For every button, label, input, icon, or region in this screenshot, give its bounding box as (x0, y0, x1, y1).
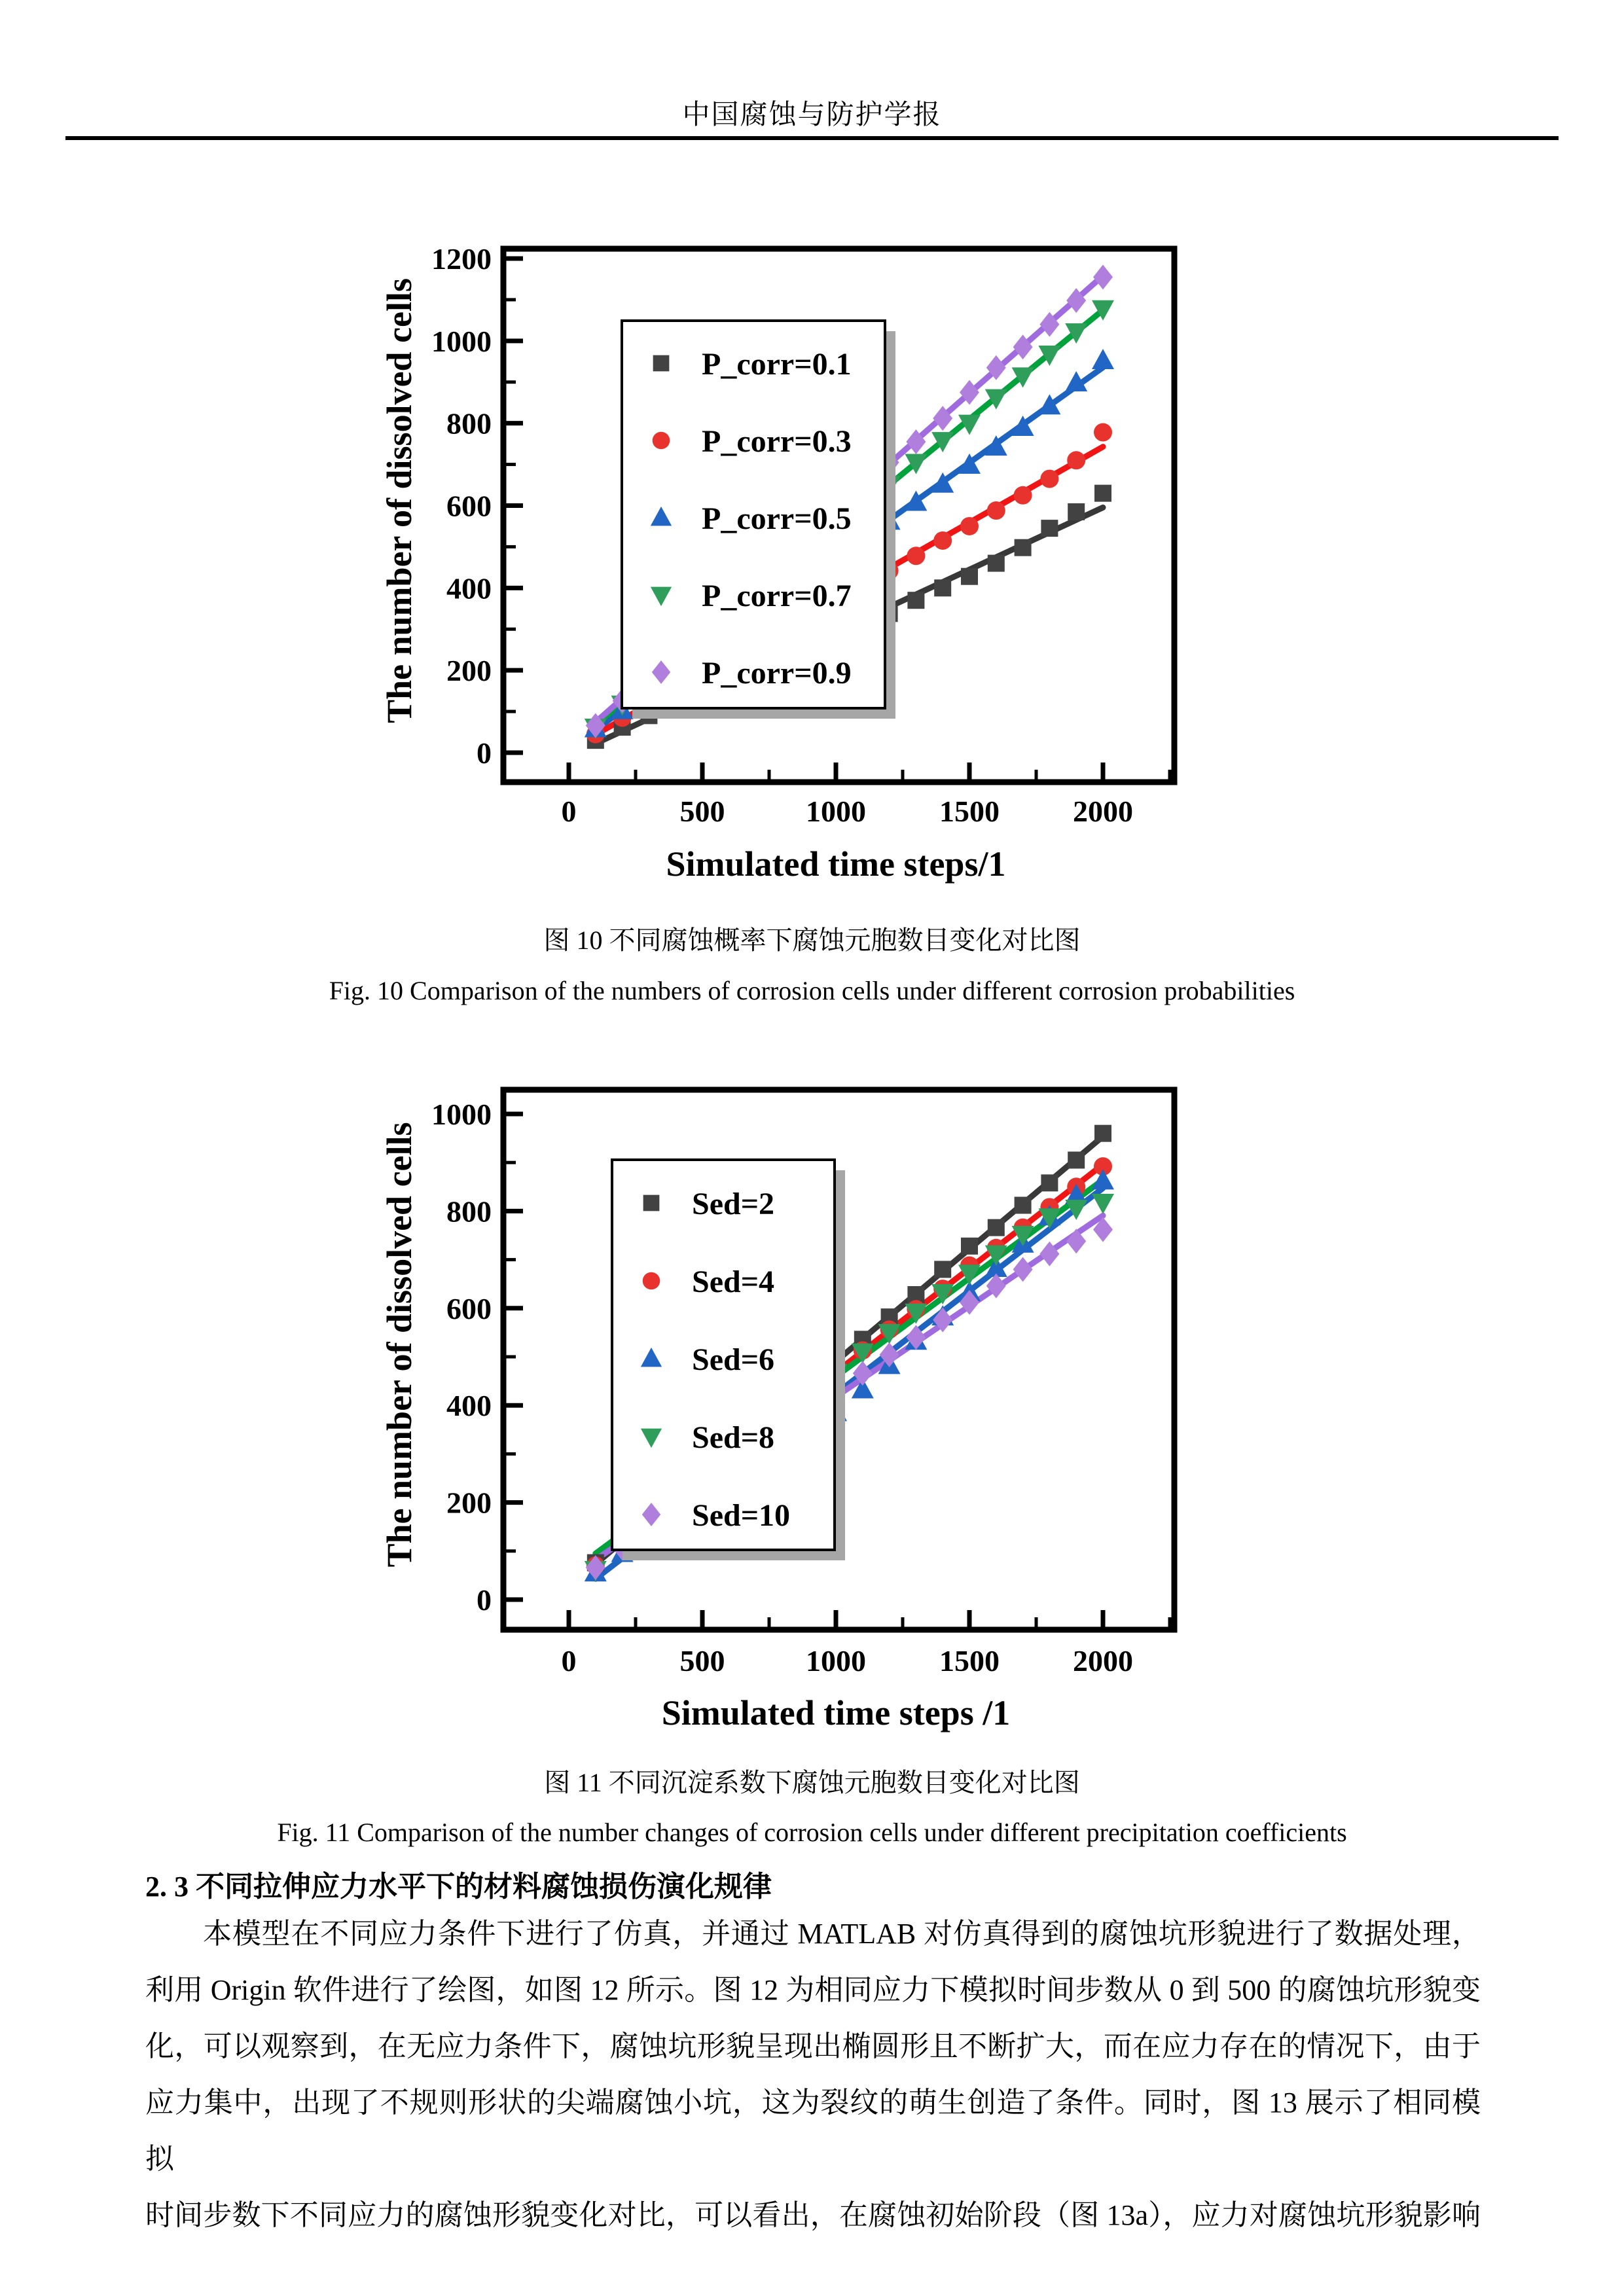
svg-text:200: 200 (446, 654, 492, 688)
section-heading: 2. 3 不同拉伸应力水平下的材料腐蚀损伤演化规律 (145, 1871, 772, 1903)
svg-text:1000: 1000 (431, 324, 492, 358)
svg-text:2000: 2000 (1073, 795, 1133, 828)
svg-text:400: 400 (446, 1389, 492, 1423)
svg-text:500: 500 (679, 795, 725, 828)
figure10-caption-en: Fig. 10 Comparison of the numbers of corrosion cells under different corrosion probabilities (329, 976, 1295, 1005)
svg-text:800: 800 (446, 1194, 492, 1229)
journal-header-title: 中国腐蚀与防护学报 (682, 100, 942, 130)
body-line: 本模型在不同应力条件下进行了仿真，并通过 MATLAB 对仿真得到的腐蚀坑形貌进行了数据处理， (203, 1918, 1481, 1950)
svg-text:P_corr=0.7: P_corr=0.7 (702, 579, 852, 613)
svg-text:500: 500 (679, 1644, 725, 1677)
figure11-caption-en: Fig. 11 Comparison of the number changes of corrosion cells under different precipitation coefficients (277, 1818, 1347, 1847)
svg-text:Simulated time steps /1: Simulated time steps /1 (661, 1693, 1011, 1732)
svg-text:P_corr=0.1: P_corr=0.1 (702, 347, 852, 382)
svg-text:P_corr=0.3: P_corr=0.3 (702, 424, 852, 459)
svg-text:Sed=4: Sed=4 (692, 1265, 775, 1299)
svg-text:Sed=10: Sed=10 (692, 1498, 791, 1533)
svg-text:Sed=2: Sed=2 (692, 1187, 775, 1221)
body-line: 应力集中，出现了不规则形状的尖端腐蚀小坑，这为裂纹的萌生创造了条件。同时，图 13 展示了相同模拟 (145, 2087, 1481, 2175)
body-paragraph (145, 1906, 1481, 2244)
svg-text:The number of dissolved cells: The number of dissolved cells (380, 278, 419, 724)
svg-text:0: 0 (561, 795, 577, 828)
svg-text:0: 0 (477, 1583, 492, 1617)
svg-text:Sed=8: Sed=8 (692, 1420, 775, 1455)
svg-text:800: 800 (446, 406, 492, 440)
svg-text:2000: 2000 (1073, 1644, 1133, 1677)
svg-text:1000: 1000 (431, 1098, 492, 1131)
svg-text:The number of dissolved cells: The number of dissolved cells (380, 1122, 419, 1568)
figure10-caption-zh: 图 10 不同腐蚀概率下腐蚀元胞数目变化对比图 (543, 925, 1081, 955)
figure11-chart (353, 1064, 1218, 1764)
figure10 (353, 223, 1218, 900)
svg-text:1500: 1500 (939, 1644, 1000, 1677)
svg-text:0: 0 (561, 1644, 577, 1677)
svg-text:600: 600 (446, 489, 492, 523)
body-line: 时间步数下不同应力的腐蚀形貌变化对比，可以看出，在腐蚀初始阶段（图 13a），应力对腐蚀坑形貌影响 (145, 2199, 1481, 2231)
body-line: 化，可以观察到，在无应力条件下，腐蚀坑形貌呈现出椭圆形且不断扩大，而在应力存在的情况下，由于 (145, 2030, 1481, 2062)
svg-text:600: 600 (446, 1291, 492, 1325)
svg-text:1500: 1500 (939, 795, 1000, 828)
svg-text:1000: 1000 (806, 1644, 866, 1677)
svg-text:Simulated time steps/1: Simulated time steps/1 (666, 844, 1006, 884)
svg-text:Sed=6: Sed=6 (692, 1342, 775, 1377)
body-line: 利用 Origin 软件进行了绘图，如图 12 所示。图 12 为相同应力下模拟时间步数从 0 到 500 的腐蚀坑形貌变 (145, 1974, 1481, 2006)
figure11 (353, 1064, 1218, 1767)
svg-text:200: 200 (446, 1486, 492, 1520)
svg-text:400: 400 (446, 571, 492, 605)
figure10-chart (353, 223, 1218, 897)
figure11-caption-zh: 图 11 不同沉淀系数下腐蚀元胞数目变化对比图 (544, 1768, 1080, 1797)
svg-text:1200: 1200 (431, 242, 492, 276)
svg-text:P_corr=0.9: P_corr=0.9 (702, 656, 852, 691)
svg-text:P_corr=0.5: P_corr=0.5 (702, 501, 852, 536)
svg-text:1000: 1000 (806, 795, 866, 828)
svg-text:0: 0 (477, 736, 492, 770)
header-rule (65, 136, 1559, 140)
